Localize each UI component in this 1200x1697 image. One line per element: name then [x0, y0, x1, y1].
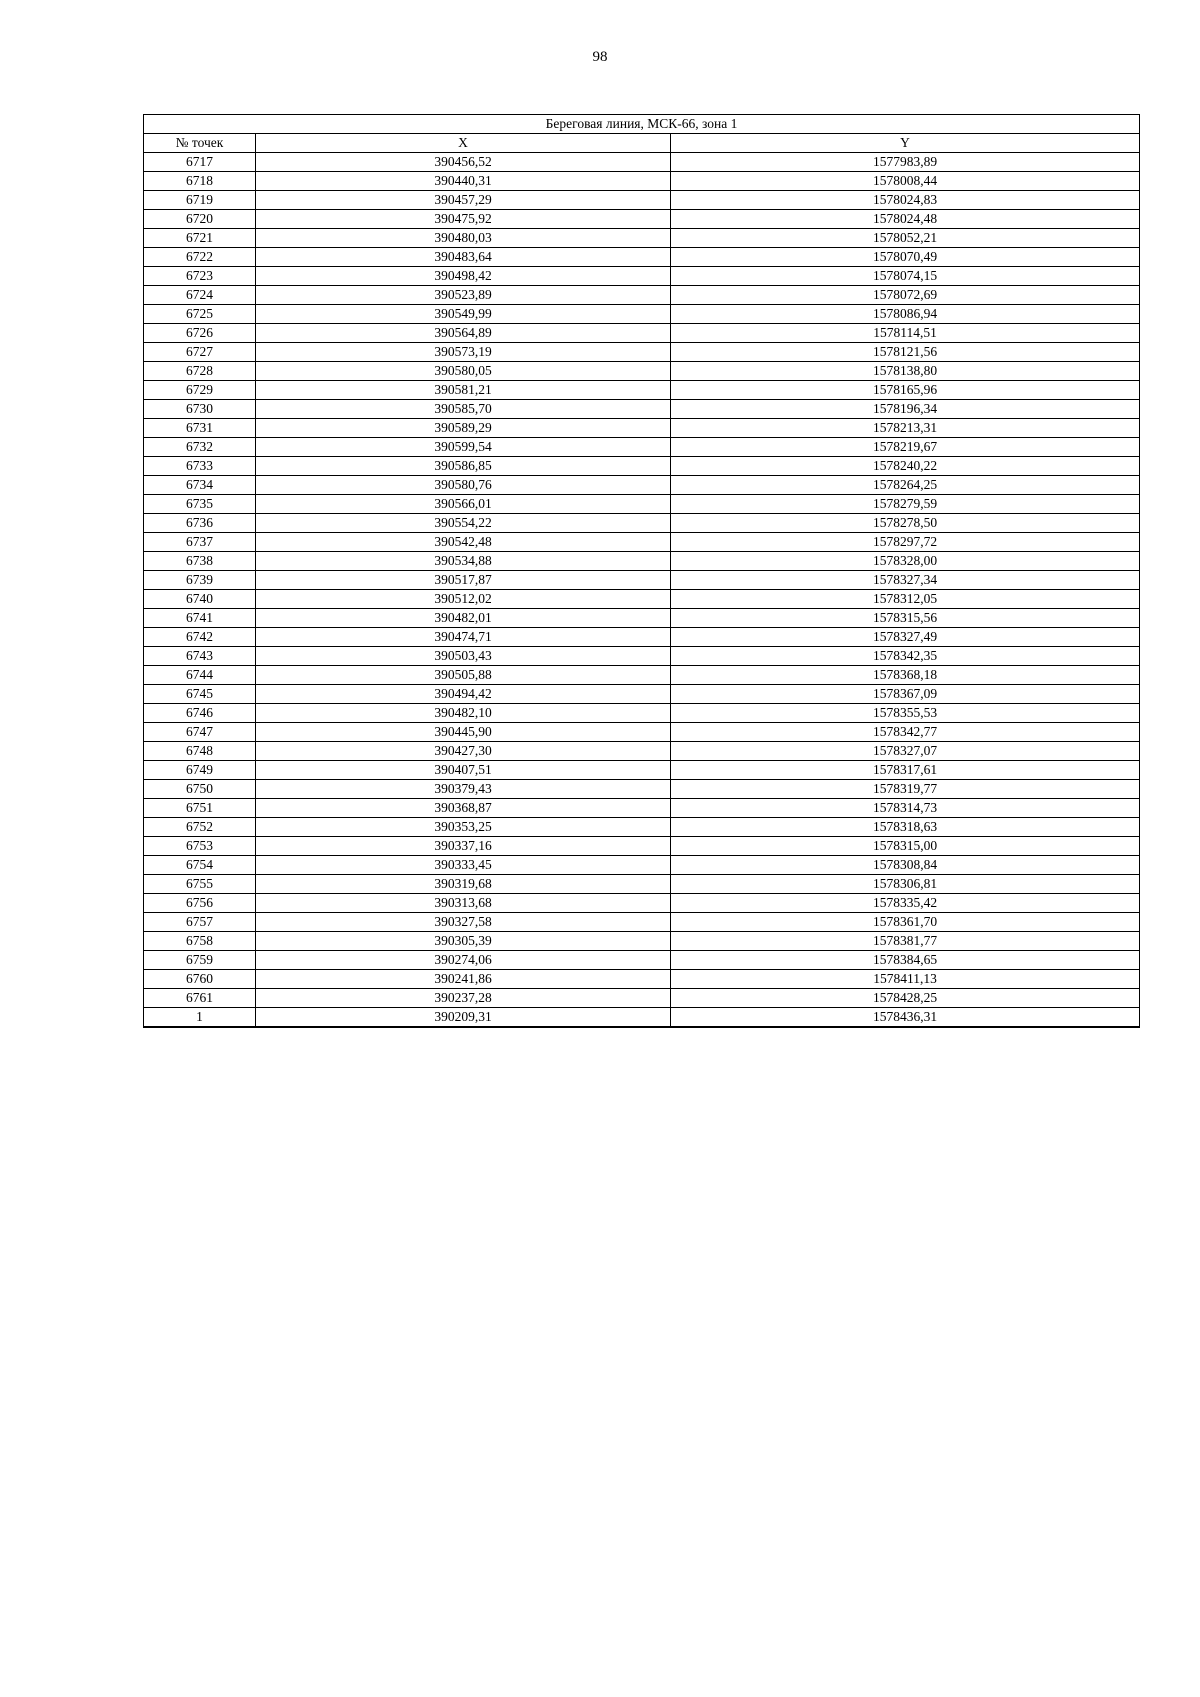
- cell-point-number: 6733: [144, 457, 256, 476]
- table-row: [144, 552, 1140, 571]
- table-row: [144, 647, 1140, 666]
- cell-y: 1578355,53: [671, 704, 1140, 723]
- cell-y: 1578240,22: [671, 457, 1140, 476]
- table-row: [144, 875, 1140, 894]
- cell-x: 390440,31: [256, 172, 671, 191]
- table-row: [144, 324, 1140, 343]
- cell-point-number: 6760: [144, 970, 256, 989]
- cell-y: 1578342,35: [671, 647, 1140, 666]
- cell-y: 1578327,34: [671, 571, 1140, 590]
- table-row: [144, 286, 1140, 305]
- cell-y: 1578411,13: [671, 970, 1140, 989]
- cell-point-number: 6727: [144, 343, 256, 362]
- table-row: [144, 666, 1140, 685]
- cell-x: 390581,21: [256, 381, 671, 400]
- cell-point-number: 6721: [144, 229, 256, 248]
- cell-point-number: 6732: [144, 438, 256, 457]
- table-row: [144, 153, 1140, 172]
- cell-x: 390241,86: [256, 970, 671, 989]
- cell-y: 1578315,00: [671, 837, 1140, 856]
- cell-y: 1578317,61: [671, 761, 1140, 780]
- cell-y: 1578074,15: [671, 267, 1140, 286]
- cell-x: 390237,28: [256, 989, 671, 1008]
- cell-y: 1578278,50: [671, 514, 1140, 533]
- cell-point-number: 6745: [144, 685, 256, 704]
- cell-x: 390353,25: [256, 818, 671, 837]
- cell-point-number: 6752: [144, 818, 256, 837]
- cell-x: 390554,22: [256, 514, 671, 533]
- cell-y: 1578121,56: [671, 343, 1140, 362]
- cell-y: 1578327,49: [671, 628, 1140, 647]
- cell-point-number: 6754: [144, 856, 256, 875]
- cell-y: 1578319,77: [671, 780, 1140, 799]
- cell-x: 390482,10: [256, 704, 671, 723]
- cell-point-number: 6749: [144, 761, 256, 780]
- table-row: [144, 476, 1140, 495]
- table-row: [144, 761, 1140, 780]
- table-title: Береговая линия, МСК-66, зона 1: [144, 115, 1140, 134]
- table-row: [144, 989, 1140, 1008]
- cell-y: 1578219,67: [671, 438, 1140, 457]
- cell-x: 390337,16: [256, 837, 671, 856]
- cell-point-number: 6717: [144, 153, 256, 172]
- table-row: [144, 780, 1140, 799]
- cell-x: 390512,02: [256, 590, 671, 609]
- cell-point-number: 6737: [144, 533, 256, 552]
- cell-point-number: 6722: [144, 248, 256, 267]
- cell-y: 1578381,77: [671, 932, 1140, 951]
- cell-point-number: 6751: [144, 799, 256, 818]
- table-row: [144, 210, 1140, 229]
- cell-x: 390456,52: [256, 153, 671, 172]
- cell-y: 1578361,70: [671, 913, 1140, 932]
- cell-point-number: 6731: [144, 419, 256, 438]
- cell-x: 390427,30: [256, 742, 671, 761]
- cell-x: 390333,45: [256, 856, 671, 875]
- cell-x: 390319,68: [256, 875, 671, 894]
- table-row: [144, 590, 1140, 609]
- cell-y: 1578428,25: [671, 989, 1140, 1008]
- cell-point-number: 6724: [144, 286, 256, 305]
- cell-x: 390573,19: [256, 343, 671, 362]
- cell-point-number: 6728: [144, 362, 256, 381]
- cell-y: 1578072,69: [671, 286, 1140, 305]
- cell-x: 390503,43: [256, 647, 671, 666]
- cell-point-number: 6750: [144, 780, 256, 799]
- cell-x: 390379,43: [256, 780, 671, 799]
- table-row: [144, 932, 1140, 951]
- cell-point-number: 6758: [144, 932, 256, 951]
- cell-x: 390368,87: [256, 799, 671, 818]
- table-row: [144, 457, 1140, 476]
- cell-y: 1578368,18: [671, 666, 1140, 685]
- header-y: Y: [671, 134, 1140, 153]
- cell-y: 1578086,94: [671, 305, 1140, 324]
- cell-x: 390407,51: [256, 761, 671, 780]
- cell-point-number: 6718: [144, 172, 256, 191]
- cell-y: 1578314,73: [671, 799, 1140, 818]
- table-body: [144, 153, 1140, 1028]
- cell-point-number: 6748: [144, 742, 256, 761]
- cell-x: 390483,64: [256, 248, 671, 267]
- table-row: [144, 1008, 1140, 1028]
- cell-point-number: 6755: [144, 875, 256, 894]
- cell-x: 390274,06: [256, 951, 671, 970]
- cell-point-number: 1: [144, 1008, 256, 1028]
- cell-y: 1578306,81: [671, 875, 1140, 894]
- header-x: X: [256, 134, 671, 153]
- cell-point-number: 6741: [144, 609, 256, 628]
- cell-x: 390580,05: [256, 362, 671, 381]
- cell-point-number: 6740: [144, 590, 256, 609]
- table-row: [144, 571, 1140, 590]
- table-row: [144, 248, 1140, 267]
- cell-y: 1578342,77: [671, 723, 1140, 742]
- header-point-number: № точек: [144, 134, 256, 153]
- cell-y: 1578070,49: [671, 248, 1140, 267]
- cell-y: 1577983,89: [671, 153, 1140, 172]
- cell-y: 1578327,07: [671, 742, 1140, 761]
- cell-x: 390313,68: [256, 894, 671, 913]
- table-row: [144, 894, 1140, 913]
- cell-x: 390585,70: [256, 400, 671, 419]
- table-row: [144, 381, 1140, 400]
- table-row: [144, 685, 1140, 704]
- table-row: [144, 533, 1140, 552]
- cell-y: 1578384,65: [671, 951, 1140, 970]
- cell-point-number: 6757: [144, 913, 256, 932]
- cell-x: 390566,01: [256, 495, 671, 514]
- table-row: [144, 856, 1140, 875]
- cell-point-number: 6746: [144, 704, 256, 723]
- table-row: [144, 951, 1140, 970]
- cell-point-number: 6726: [144, 324, 256, 343]
- table-row: [144, 742, 1140, 761]
- cell-x: 390586,85: [256, 457, 671, 476]
- cell-x: 390305,39: [256, 932, 671, 951]
- table-row: [144, 267, 1140, 286]
- cell-y: 1578335,42: [671, 894, 1140, 913]
- table-row: [144, 609, 1140, 628]
- cell-point-number: 6720: [144, 210, 256, 229]
- cell-y: 1578312,05: [671, 590, 1140, 609]
- cell-point-number: 6759: [144, 951, 256, 970]
- table-row: [144, 362, 1140, 381]
- table-row: [144, 913, 1140, 932]
- cell-x: 390580,76: [256, 476, 671, 495]
- table-row: [144, 419, 1140, 438]
- cell-point-number: 6725: [144, 305, 256, 324]
- cell-x: 390542,48: [256, 533, 671, 552]
- cell-point-number: 6738: [144, 552, 256, 571]
- cell-y: 1578213,31: [671, 419, 1140, 438]
- cell-y: 1578315,56: [671, 609, 1140, 628]
- table-row: [144, 305, 1140, 324]
- cell-y: 1578024,48: [671, 210, 1140, 229]
- table-row: [144, 343, 1140, 362]
- cell-x: 390498,42: [256, 267, 671, 286]
- cell-point-number: 6723: [144, 267, 256, 286]
- cell-x: 390209,31: [256, 1008, 671, 1028]
- coordinates-table: [143, 114, 1140, 1028]
- cell-point-number: 6743: [144, 647, 256, 666]
- table-row: [144, 229, 1140, 248]
- cell-y: 1578308,84: [671, 856, 1140, 875]
- cell-point-number: 6734: [144, 476, 256, 495]
- cell-x: 390475,92: [256, 210, 671, 229]
- cell-y: 1578436,31: [671, 1008, 1140, 1028]
- cell-point-number: 6730: [144, 400, 256, 419]
- cell-y: 1578367,09: [671, 685, 1140, 704]
- table-row: [144, 172, 1140, 191]
- cell-x: 390445,90: [256, 723, 671, 742]
- cell-y: 1578008,44: [671, 172, 1140, 191]
- cell-x: 390494,42: [256, 685, 671, 704]
- table-row: [144, 514, 1140, 533]
- cell-point-number: 6747: [144, 723, 256, 742]
- cell-x: 390482,01: [256, 609, 671, 628]
- table-row: [144, 495, 1140, 514]
- table-row: [144, 704, 1140, 723]
- cell-x: 390517,87: [256, 571, 671, 590]
- cell-point-number: 6753: [144, 837, 256, 856]
- cell-x: 390534,88: [256, 552, 671, 571]
- cell-point-number: 6744: [144, 666, 256, 685]
- cell-y: 1578165,96: [671, 381, 1140, 400]
- cell-x: 390480,03: [256, 229, 671, 248]
- table-row: [144, 628, 1140, 647]
- cell-point-number: 6735: [144, 495, 256, 514]
- cell-point-number: 6719: [144, 191, 256, 210]
- cell-point-number: 6736: [144, 514, 256, 533]
- cell-point-number: 6729: [144, 381, 256, 400]
- cell-point-number: 6761: [144, 989, 256, 1008]
- table-row: [144, 799, 1140, 818]
- cell-x: 390505,88: [256, 666, 671, 685]
- table-row: [144, 818, 1140, 837]
- cell-point-number: 6742: [144, 628, 256, 647]
- table-row: [144, 837, 1140, 856]
- cell-x: 390523,89: [256, 286, 671, 305]
- table-row: [144, 438, 1140, 457]
- cell-x: 390599,54: [256, 438, 671, 457]
- cell-x: 390564,89: [256, 324, 671, 343]
- cell-point-number: 6756: [144, 894, 256, 913]
- cell-y: 1578052,21: [671, 229, 1140, 248]
- table-row: [144, 970, 1140, 989]
- page-number: 98: [592, 49, 608, 65]
- cell-y: 1578297,72: [671, 533, 1140, 552]
- cell-y: 1578279,59: [671, 495, 1140, 514]
- cell-y: 1578264,25: [671, 476, 1140, 495]
- cell-x: 390549,99: [256, 305, 671, 324]
- table-row: [144, 191, 1140, 210]
- cell-y: 1578114,51: [671, 324, 1140, 343]
- cell-y: 1578138,80: [671, 362, 1140, 381]
- cell-x: 390474,71: [256, 628, 671, 647]
- table-row: [144, 400, 1140, 419]
- cell-point-number: 6739: [144, 571, 256, 590]
- cell-y: 1578196,34: [671, 400, 1140, 419]
- cell-x: 390589,29: [256, 419, 671, 438]
- cell-y: 1578328,00: [671, 552, 1140, 571]
- cell-x: 390457,29: [256, 191, 671, 210]
- table-row: [144, 723, 1140, 742]
- cell-x: 390327,58: [256, 913, 671, 932]
- cell-y: 1578318,63: [671, 818, 1140, 837]
- cell-y: 1578024,83: [671, 191, 1140, 210]
